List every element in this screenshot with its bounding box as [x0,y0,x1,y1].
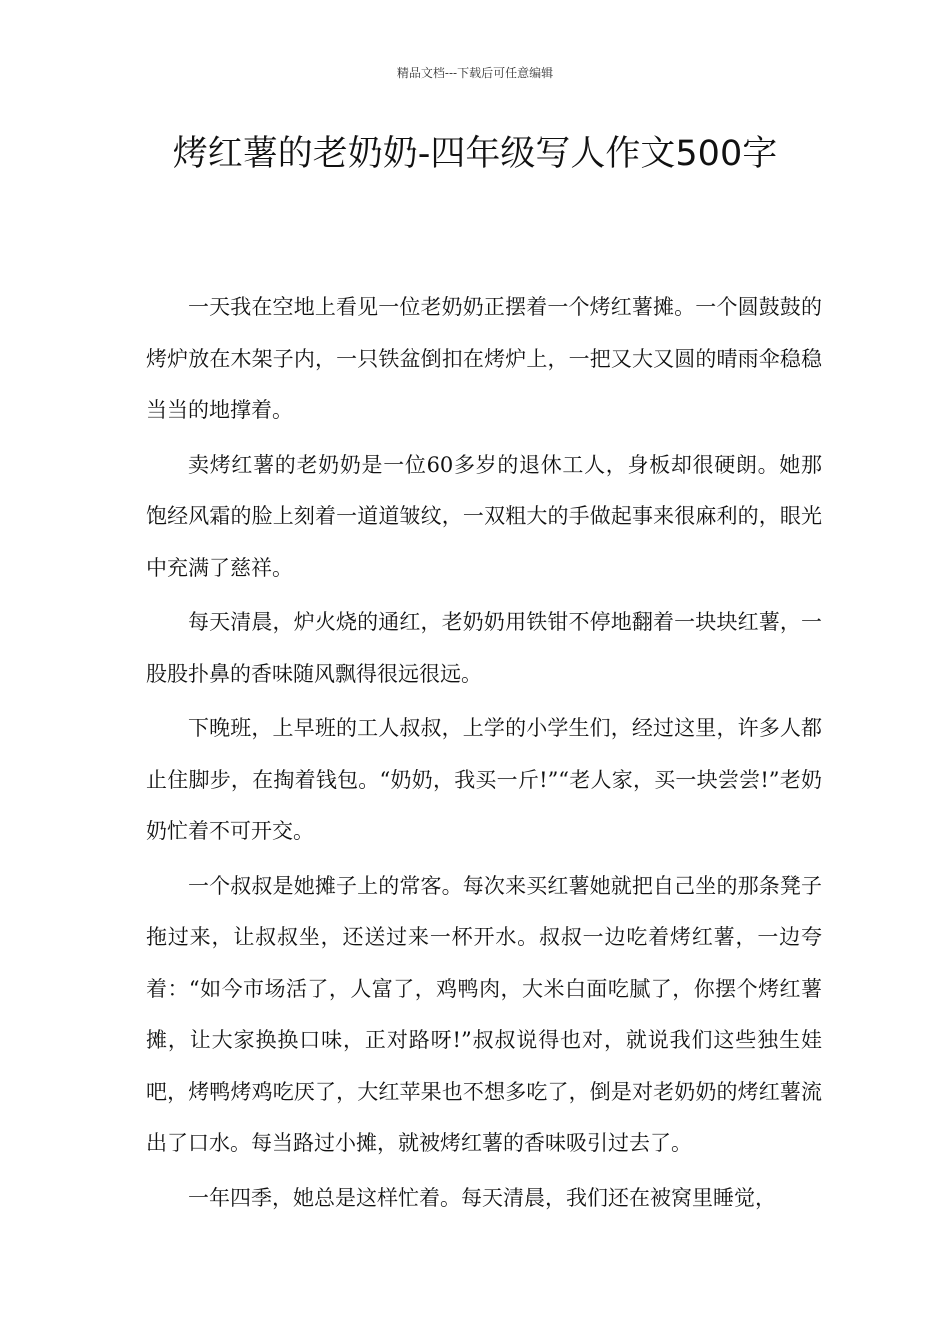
paragraph: 一个叔叔是她摊子上的常客。每次来买红薯她就把自己坐的那条凳子拖过来，让叔叔坐，还送过来一杯开水。叔叔一边吃着烤红薯，一边夸着：“如今市场活了，人富了，鸡鸭肉，大米白面吃腻了，你摆个烤红薯摊，让大家换换口味，正对路呀!”叔叔说得也对，就说我们这些独生娃吧，烤鸭烤鸡吃厌了，大红苹果也不想多吃了，倒是对老奶奶的烤红薯流出了口水。每当路过小摊，就被烤红薯的香味吸引过去了。 [146,873,822,1155]
paragraph: 一年四季，她总是这样忙着。每天清晨，我们还在被窝里睡觉， [188,1185,776,1210]
paragraph: 下晚班，上早班的工人叔叔，上学的小学生们，经过这里，许多人都止住脚步，在掏着钱包。“奶奶，我买一斤!”“老人家，买一块尝尝!”老奶奶忙着不可开交。 [146,716,822,843]
paragraph: 每天清晨，炉火烧的通红，老奶奶用铁钳不停地翻着一块块红薯，一股股扑鼻的香味随风飘得很远很远。 [146,610,822,686]
document-body [146,282,822,1227]
paragraph: 卖烤红薯的老奶奶是一位60多岁的退休工人，身板却很硬朗。她那饱经风霜的脸上刻着一道道皱纹，一双粗大的手做起事来很麻利的，眼光中充满了慈祥。 [146,452,822,580]
header-note: 精品文档---下载后可任意编辑 [396,66,554,80]
paragraph: 一天我在空地上看见一位老奶奶正摆着一个烤红薯摊。一个圆鼓鼓的烤炉放在木架子内，一只铁盆倒扣在烤炉上，一把又大又圆的晴雨伞稳稳当当的地撑着。 [146,295,822,422]
document-title: 烤红薯的老奶奶-四年级写人作文500字 [172,134,778,174]
